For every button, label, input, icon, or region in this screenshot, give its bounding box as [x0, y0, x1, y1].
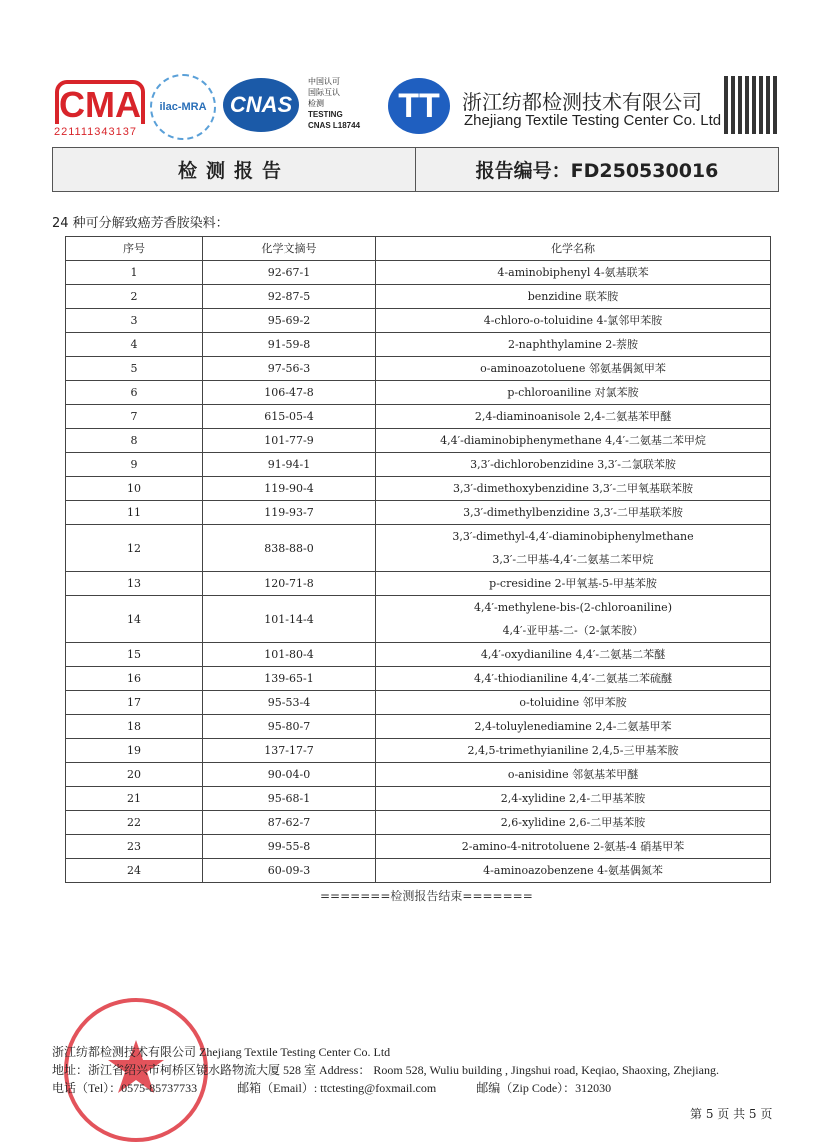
table-row [66, 667, 771, 691]
chemical-name [376, 405, 771, 429]
chemical-name-line: 3,3′-二甲基-4,4′-二氨基二苯甲烷 [492, 553, 654, 566]
cma-number: 221111343137 [54, 126, 137, 138]
cas-number: 838-88-0 [203, 525, 376, 572]
row-number: 1 [66, 261, 203, 285]
cas-number: 119-93-7 [203, 501, 376, 525]
chemical-name [376, 596, 771, 643]
table-row [66, 285, 771, 309]
chemical-name [376, 667, 771, 691]
chemical-name [376, 285, 771, 309]
page-number: 第 5 页 共 5 页 [690, 1107, 773, 1121]
row-number: 21 [66, 787, 203, 811]
table-row [66, 859, 771, 883]
table-row [66, 381, 771, 405]
row-number: 7 [66, 405, 203, 429]
table-row [66, 429, 771, 453]
row-number: 3 [66, 309, 203, 333]
qr-code [724, 76, 780, 134]
row-number: 2 [66, 285, 203, 309]
cma-logo: CMA [55, 80, 145, 124]
chemical-name-line: 2-amino-4-nitrotoluene 2-氨基-4 硝基甲苯 [461, 840, 685, 853]
section-intro: 24 种可分解致癌芳香胺染料： [52, 216, 229, 231]
header-name: 化学名称 [376, 237, 771, 261]
ilac-mra-logo: ilac-MRA [150, 74, 216, 140]
cas-number: 95-80-7 [203, 715, 376, 739]
chemical-name [376, 501, 771, 525]
chemical-name-line: o-toluidine 邻甲苯胺 [519, 696, 627, 709]
row-number: 6 [66, 381, 203, 405]
chemical-name [376, 787, 771, 811]
chemical-name-line: 3,3′-dichlorobenzidine 3,3′-二氯联苯胺 [470, 458, 676, 471]
chemical-name-line: o-anisidine 邻氨基苯甲醚 [507, 768, 639, 781]
row-number: 9 [66, 453, 203, 477]
table-row [66, 477, 771, 501]
chemical-name-line: 3,3′-dimethylbenzidine 3,3′-二甲基联苯胺 [463, 506, 683, 519]
row-number: 4 [66, 333, 203, 357]
company-name-cn: 浙江纺都检测技术有限公司 [462, 90, 702, 114]
chemical-name-line: 4,4′-methylene-bis-(2-chloroaniline) [474, 601, 672, 614]
table-row [66, 525, 771, 572]
row-number: 14 [66, 596, 203, 643]
cas-number: 139-65-1 [203, 667, 376, 691]
cnas-logo: CNAS [223, 78, 299, 132]
chemical-name [376, 477, 771, 501]
chemical-name-line: 4,4′-thiodianiline 4,4′-二氨基二苯硫醚 [474, 672, 672, 685]
chemical-name [376, 453, 771, 477]
table-row [66, 309, 771, 333]
chemical-name-line: 2,4-xylidine 2,4-二甲基苯胺 [500, 792, 646, 805]
chemical-name-line: 4,4′-亚甲基-二-（2-氯苯胺） [502, 624, 644, 637]
chemical-name [376, 381, 771, 405]
cnas-text [308, 76, 360, 131]
chemical-name-line: o-aminoazotoluene 邻氨基偶氮甲苯 [480, 362, 666, 375]
chemical-name [376, 835, 771, 859]
cas-number: 87-62-7 [203, 811, 376, 835]
footer-address-cn: 地址：浙江省绍兴市柯桥区镜水路物流大厦 528 室 [52, 1063, 317, 1077]
cas-number: 97-56-3 [203, 357, 376, 381]
footer [52, 1043, 719, 1097]
cas-number: 615-05-4 [203, 405, 376, 429]
table-row [66, 261, 771, 285]
chemical-name [376, 572, 771, 596]
cas-number: 92-67-1 [203, 261, 376, 285]
row-number: 19 [66, 739, 203, 763]
chemical-name [376, 261, 771, 285]
table-row [66, 763, 771, 787]
chemical-name-line: 4-aminoazobenzene 4-氨基偶氮苯 [483, 864, 663, 877]
table-section [65, 236, 771, 904]
row-number: 20 [66, 763, 203, 787]
row-number: 22 [66, 811, 203, 835]
chemical-name [376, 357, 771, 381]
cas-number: 90-04-0 [203, 763, 376, 787]
chemical-name-line: 4,4′-oxydianiline 4,4′-二氨基二苯醚 [480, 648, 666, 661]
row-number: 5 [66, 357, 203, 381]
cas-number: 99-55-8 [203, 835, 376, 859]
table-row [66, 572, 771, 596]
table-row [66, 787, 771, 811]
footer-company: 浙江纺都检测技术有限公司 Zhejiang Textile Testing Center Co. Ltd [52, 1045, 391, 1059]
cas-number: 120-71-8 [203, 572, 376, 596]
cas-number: 101-14-4 [203, 596, 376, 643]
table-row [66, 643, 771, 667]
table-row [66, 501, 771, 525]
chemical-name-line: 4-aminobiphenyl 4-氨基联苯 [497, 266, 649, 279]
cas-number: 119-90-4 [203, 477, 376, 501]
row-number: 23 [66, 835, 203, 859]
table-row [66, 835, 771, 859]
chemical-name-line: 4,4′-diaminobiphenymethane 4,4′-二氨基二苯甲烷 [440, 434, 706, 447]
chemical-name [376, 859, 771, 883]
table-row [66, 691, 771, 715]
row-number: 10 [66, 477, 203, 501]
table-row [66, 715, 771, 739]
title-bar [52, 147, 779, 192]
cas-number: 95-53-4 [203, 691, 376, 715]
chemical-name-line: 2-naphthylamine 2-萘胺 [507, 338, 639, 351]
cas-number: 92-87-5 [203, 285, 376, 309]
chemical-name-line: 3,3′-dimethyl-4,4′-diaminobiphenylmethane [452, 530, 694, 543]
report-number: 报告编号：FD250530016 [475, 160, 719, 182]
chemical-name-line: benzidine 联苯胺 [527, 290, 619, 303]
row-number: 17 [66, 691, 203, 715]
table-row [66, 333, 771, 357]
chemical-name-line: 2,4-toluylenediamine 2,4-二氨基甲苯 [474, 720, 672, 733]
footer-address-en: Address： Room 528, Wuliu building , Jingshui road, Keqiao, Shaoxing, Zhejiang. [319, 1063, 719, 1077]
cnas-line: 检测 [308, 99, 324, 108]
cas-number: 101-77-9 [203, 429, 376, 453]
chemical-name [376, 429, 771, 453]
cas-number: 95-68-1 [203, 787, 376, 811]
chemical-name-line: 2,6-xylidine 2,6-二甲基苯胺 [500, 816, 646, 829]
row-number: 24 [66, 859, 203, 883]
cas-number: 91-59-8 [203, 333, 376, 357]
row-number: 11 [66, 501, 203, 525]
chemical-name-line: 2,4,5-trimethyianiline 2,4,5-三甲基苯胺 [467, 744, 679, 757]
cas-number: 91-94-1 [203, 453, 376, 477]
header-cas: 化学文摘号 [203, 237, 376, 261]
end-marker: =======检测报告结束======= [320, 889, 533, 903]
table-header [66, 237, 771, 261]
chemical-name [376, 763, 771, 787]
cas-number: 60-09-3 [203, 859, 376, 883]
chemical-name [376, 309, 771, 333]
amine-table [65, 236, 771, 883]
chemical-name [376, 525, 771, 572]
cas-number: 137-17-7 [203, 739, 376, 763]
report-title: 检测报告 [53, 148, 416, 191]
cnas-line: TESTING [308, 110, 343, 119]
table-row [66, 405, 771, 429]
chemical-name-line: p-chloroaniline 对氯苯胺 [507, 386, 639, 399]
cnas-line: 国际互认 [308, 88, 340, 97]
row-number: 16 [66, 667, 203, 691]
row-number: 13 [66, 572, 203, 596]
row-number: 18 [66, 715, 203, 739]
chemical-name-line: 3,3′-dimethoxybenzidine 3,3′-二甲氧基联苯胺 [452, 482, 694, 495]
table-row [66, 453, 771, 477]
row-number: 8 [66, 429, 203, 453]
row-number: 15 [66, 643, 203, 667]
chemical-name [376, 643, 771, 667]
chemical-name [376, 811, 771, 835]
chemical-name [376, 739, 771, 763]
cnas-line: 中国认可 [308, 77, 340, 86]
footer-tel: 电话（Tel）：0575-85737733 [52, 1081, 198, 1095]
chemical-name-line: p-cresidine 2-甲氧基-5-甲基苯胺 [489, 577, 657, 590]
cnas-line: CNAS L18744 [308, 121, 361, 130]
table-row [66, 357, 771, 381]
chemical-name-line: 2,4-diaminoanisole 2,4-二氨基苯甲醚 [474, 410, 672, 423]
cas-number: 101-80-4 [203, 643, 376, 667]
footer-zip: 邮编（Zip Code）：312030 [476, 1081, 612, 1095]
chemical-name [376, 715, 771, 739]
table-row [66, 739, 771, 763]
header-no: 序号 [66, 237, 203, 261]
cas-number: 95-69-2 [203, 309, 376, 333]
row-number: 12 [66, 525, 203, 572]
table-row [66, 596, 771, 643]
table-row [66, 811, 771, 835]
footer-email: 邮箱（Email）: ttctesting@foxmail.com [237, 1081, 437, 1095]
chemical-name-line: 4-chloro-o-toluidine 4-氯邻甲苯胺 [483, 314, 663, 327]
chemical-name [376, 691, 771, 715]
chemical-name [376, 333, 771, 357]
company-name-en: Zhejiang Textile Testing Center Co. Ltd [464, 112, 722, 129]
cas-number: 106-47-8 [203, 381, 376, 405]
company-logo: TT [388, 78, 450, 134]
